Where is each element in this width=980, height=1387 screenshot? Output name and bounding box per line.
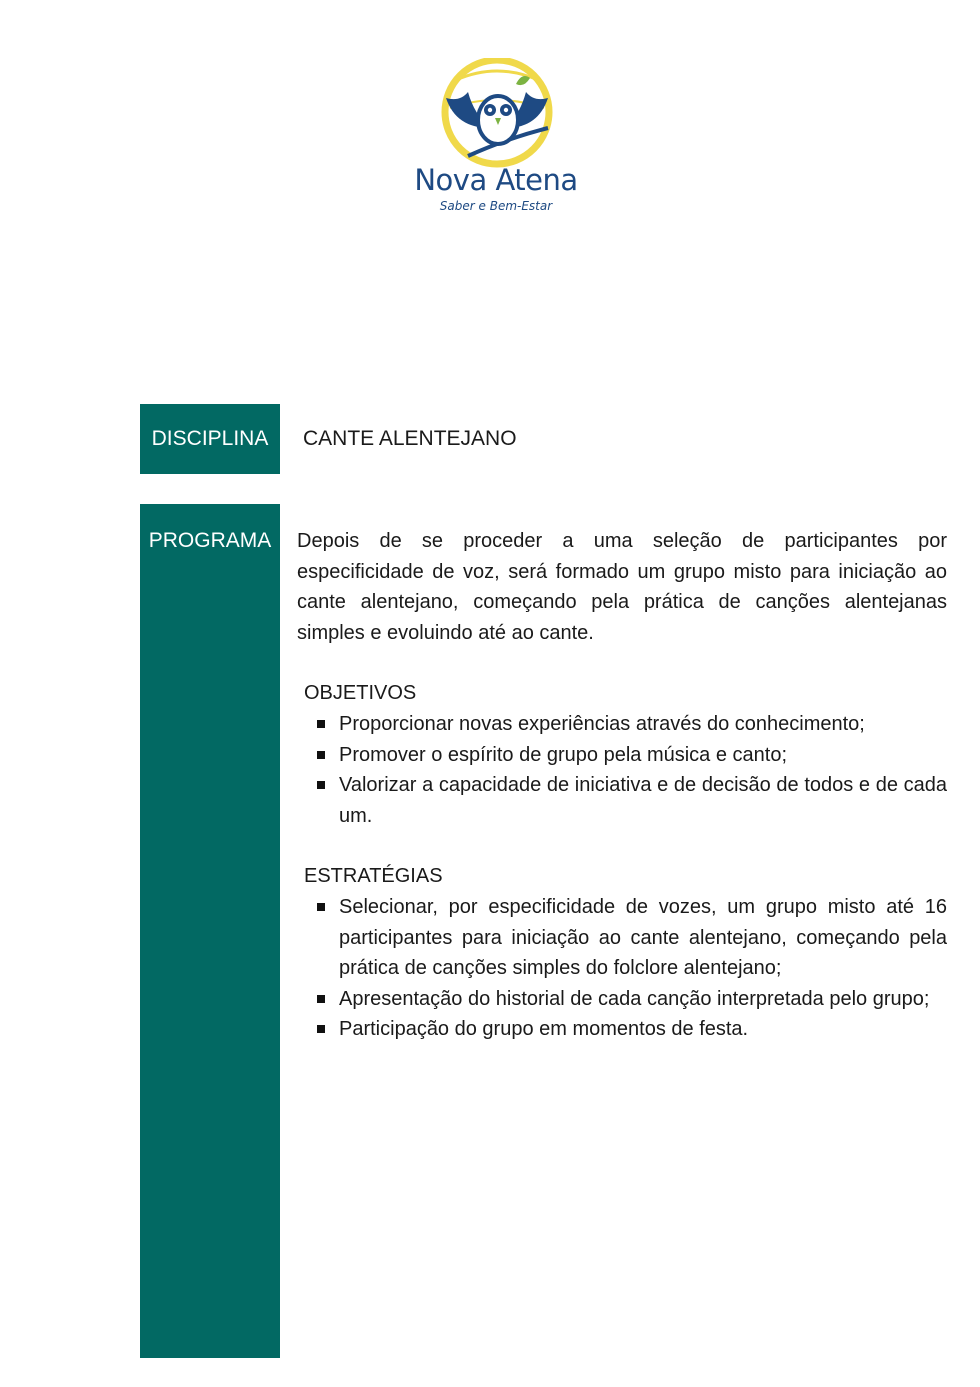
- square-bullet-icon: [317, 781, 325, 789]
- list-item: Promover o espírito de grupo pela música e canto;: [297, 740, 947, 771]
- disciplina-label: DISCIPLINA: [140, 404, 280, 474]
- square-bullet-icon: [317, 751, 325, 759]
- logo-brand-name: Nova Atena: [414, 163, 578, 197]
- square-bullet-icon: [317, 720, 325, 728]
- nova-atena-logo: [398, 58, 596, 220]
- square-bullet-icon: [317, 903, 325, 911]
- list-item: Proporcionar novas experiências através do conhecimento;: [297, 709, 947, 740]
- objetivos-list: [297, 709, 947, 831]
- list-item: Participação do grupo em momentos de festa.: [297, 1014, 947, 1045]
- disciplina-value: CANTE ALENTEJANO: [303, 427, 517, 450]
- list-item: Apresentação do historial de cada canção interpretada pelo grupo;: [297, 984, 947, 1015]
- list-item: Selecionar, por especificidade de vozes, um grupo misto até 16 participantes para iniciação ao cante alentejano, começando pela prática de canções simples do folclore alentejano;: [297, 892, 947, 984]
- square-bullet-icon: [317, 1025, 325, 1033]
- objetivos-title: OBJETIVOS: [304, 682, 417, 704]
- owl-globe-icon: [398, 58, 596, 170]
- list-item: Valorizar a capacidade de iniciativa e de decisão de todos e de cada um.: [297, 770, 947, 831]
- square-bullet-icon: [317, 995, 325, 1003]
- logo-tagline: Saber e Bem-Estar: [439, 199, 553, 213]
- estrategias-list: [297, 892, 947, 1045]
- programa-intro: Depois de se proceder a uma seleção de participantes por especificidade de voz, será formado um grupo misto para iniciação ao cante alentejano, começando pela prática de canções alentejanas simples e evoluindo até ao cante.: [297, 530, 947, 644]
- programa-label: PROGRAMA: [140, 504, 280, 1358]
- estrategias-title: ESTRATÉGIAS: [304, 865, 443, 887]
- programa-content: [297, 526, 947, 1045]
